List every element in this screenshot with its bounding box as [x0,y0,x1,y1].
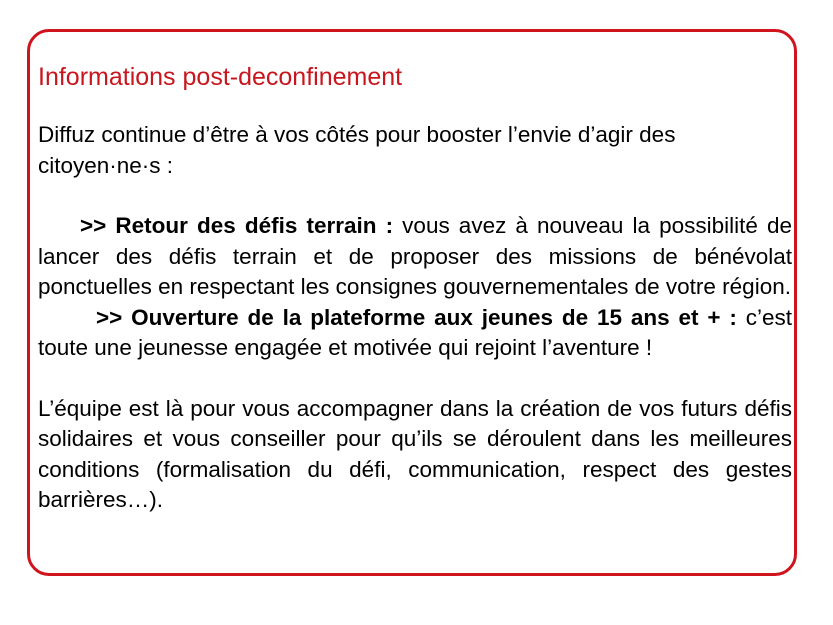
closing-paragraph: L’équipe est là pour vous accompagner dans la création de vos futurs défis solidaires et vous conseiller pour qu’ils se déroulent dans les meilleures conditions (formalisation du défi, communication, respect des gestes barrières…). [38,395,792,512]
page-title: Informations post-deconfinement [38,63,403,91]
list-item-text: c’est toute une jeunesse engagée et motivée qui rejoint l’aventure ! [38,304,792,360]
list-item-label: >> Ouverture de la plateforme aux jeunes de 15 ans et + : [96,304,737,330]
list-item-retour-defis [38,211,792,303]
intro-paragraph: Diffuz continue d’être à vos côtés pour booster l’envie d’agir des citoyen·ne·s : [38,122,676,178]
list-item-label: >> Retour des défis terrain : [80,213,394,238]
list-item-text: vous avez à nouveau la possibilité de lancer des défis terrain et de proposer des missions de bénévolat ponctuelles en respectant les consignes gouvernementales de votre région. [38,213,792,299]
content-body [38,60,792,516]
list-item-ouverture-plateforme [38,303,792,364]
